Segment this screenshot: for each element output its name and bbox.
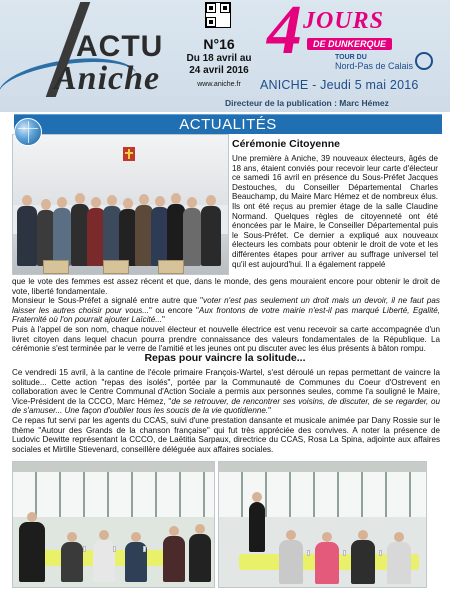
tour-region-top: TOUR DU — [335, 54, 367, 61]
logo-aniche-text: Aniche — [54, 60, 161, 97]
website-link[interactable]: www.aniche.fr — [197, 81, 241, 88]
quote: Aux frontons de votre mairie n'est-il pas marqué Liberté, Egalité, Fraternité où l'on pourrait ajouter Laïcité... — [12, 305, 440, 325]
publication-director: Directeur de la publication : Marc Hémez — [225, 98, 389, 108]
article-paragraph: Puis à l'appel de son nom, chaque nouvel électeur et nouvelle électrice est venu recevoir sa carte accompagnée d'un livret citoyen dans lequel chacun pourra prendre connaissance des valeurs fondamentales de la République. La cérémonie s'est terminée par le verre de l'amitié et les jeunes ont pu discuter avec les élus présents à bâton rompu. — [12, 324, 440, 354]
issue-date-line: 24 avril 2016 — [189, 65, 249, 76]
meal-photo-right — [218, 461, 427, 588]
emblem-icon — [123, 147, 135, 161]
tour-region — [335, 54, 413, 71]
section-title: ACTUALITÉS — [179, 116, 277, 133]
article-paragraph: Monsieur le Sous-Préfet a signalé entre autre que "voter n'est pas seulement un droit mais un devoir, il ne faut pas laisser les autres choisir pour vous..." ou encore "Aux frontons de votre mairie n'est-il pas marqué Liberté, Egalité, Fraternité où l'on pourrait ajouter Laïcité..." — [12, 296, 440, 325]
issue-date-line: Du 18 avril au — [186, 53, 252, 64]
issue-number: N°16 — [203, 36, 235, 52]
article-continued — [12, 277, 440, 354]
newsletter-header — [0, 0, 450, 112]
article-paragraph: que le vote des femmes est assez récent et que, dans le monde, des gens mouraient encore pour obtenir le droit de vote, liberté fondamentale. — [12, 277, 440, 296]
issue-dates — [180, 53, 258, 77]
article-body — [12, 368, 440, 454]
quote: voter n'est pas seulement un droit mais un devoir, il ne faut pas laisser les autres choisir pour vous... — [12, 296, 440, 315]
region-logo-icon — [415, 52, 433, 70]
issue-info — [180, 36, 258, 88]
tour-number: 4 — [267, 0, 302, 69]
actu-aniche-logo — [8, 0, 183, 105]
article-column-text: Une première à Aniche, 39 nouveaux électeurs, âgés de 18 ans, étaient conviés pour recevoir leur carte d'électeur ce samedi 16 avril en présence du Sous-Préfet Jacques Destouches, du Conseiller Départemental Charles Beauchamp, du Maire Marc Hémez et de nombreux élus. Ils ont été reçus au premier étage de la salle Claudine Normand. Quelques règles de citoyenneté ont été énoncées par le Maire, le Conseiller Départemental puis le Sous-Préfet. Ce dernier a expliqué aux nouveaux électeurs les combats pour obtenir le droit de vote et les différentes étapes pour arriver au suffrage universel tel qu'il est aujourd'hui. Il a également rappelé — [232, 154, 438, 269]
meal-photo-left — [12, 461, 215, 588]
article-paragraph: Ce vendredi 15 avril, à la cantine de l'école primaire François-Wartel, s'est déroulé un repas permettant de vaincre la solitude... Cette action "repas des isolés", portée par la Communauté de Communes du Coeur d'Ostrevent en collaboration avec le Centre Communal d'Action Sociale a permis aux personnes seules, comme l'a souligné le Maire, Vice-Président de la CCCO, Marc Hémez, "de se retrouver, de rencontrer ses voisins, de discuter, de se regarder, ou de s'amuser... Une façon d'oublier tous les soucis de la vie quotidienne." — [12, 368, 440, 416]
ceremony-photo — [12, 134, 229, 275]
quote: de se retrouver, de rencontrer ses voisins, de discuter, de se regarder, ou de s'amuser... Une façon d'oublier tous les soucis de la vie quotidienne. — [12, 396, 440, 416]
section-bar — [14, 114, 442, 134]
article-title: Cérémonie Citoyenne — [232, 138, 340, 150]
qr-code-icon[interactable] — [205, 2, 231, 28]
tour-word: JOURS — [303, 8, 385, 34]
article-paragraph: Ce repas fut servi par les agents du CCAS, suivi d'une prestation dansante et musicale animée par Dany Rossie sur le thème "Autour des Grands de la chanson française" qui fut très appréciée des convives. A noter la présence de Ludovic Dewitte représentant la CCCO, de Laëtitia Sarpaux, directrice du CCAS, Rosa La Spina, adjointe aux affaires sociales et Mirtille Stievenard, conseillère déléguée aux affaires sociales. — [12, 415, 440, 454]
quatre-jours-dunkerque-logo — [260, 0, 450, 97]
tour-subtitle: DE DUNKERQUE — [307, 38, 392, 50]
logo-actu-text: ACTU — [76, 30, 164, 63]
tour-date: ANICHE - Jeudi 5 mai 2016 — [260, 78, 419, 92]
article-title: Repas pour vaincre la solitude... — [144, 352, 306, 364]
globe-icon — [14, 118, 42, 146]
tour-region-name: Nord-Pas de Calais — [335, 61, 414, 71]
